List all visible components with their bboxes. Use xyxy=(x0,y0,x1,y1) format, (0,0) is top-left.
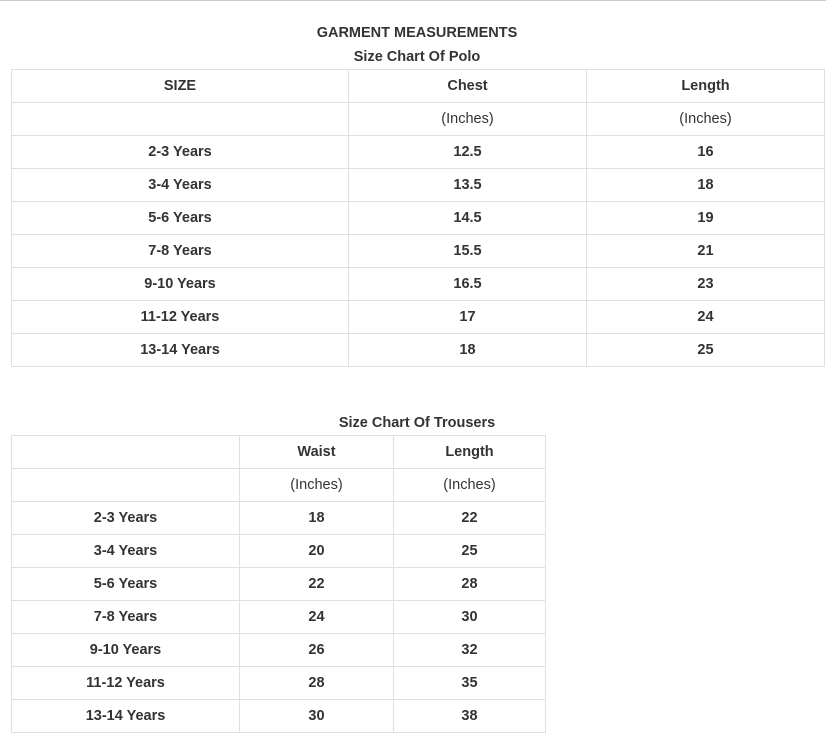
table-cell: 3-4 Years xyxy=(12,535,240,568)
column-header xyxy=(12,436,240,469)
table-cell: 17 xyxy=(349,301,587,334)
table-cell: 16.5 xyxy=(349,268,587,301)
table-row xyxy=(12,601,546,634)
table-row xyxy=(12,268,825,301)
table-cell: 25 xyxy=(394,535,546,568)
polo-size-table xyxy=(11,69,825,367)
table-cell: 20 xyxy=(240,535,394,568)
table-cell: 15.5 xyxy=(349,235,587,268)
table-cell: 38 xyxy=(394,700,546,733)
table-row xyxy=(12,700,546,733)
table-row xyxy=(12,634,546,667)
column-header: Length xyxy=(587,70,825,103)
table-cell: 18 xyxy=(349,334,587,367)
table-row xyxy=(12,301,825,334)
table-cell: 22 xyxy=(240,568,394,601)
table-cell: 5-6 Years xyxy=(12,202,349,235)
unit-cell: (Inches) xyxy=(349,103,587,136)
trousers-size-table xyxy=(11,435,546,733)
table-header-row xyxy=(12,70,825,103)
table-cell: 18 xyxy=(240,502,394,535)
table-cell: 32 xyxy=(394,634,546,667)
table-cell: 25 xyxy=(587,334,825,367)
table-row xyxy=(12,169,825,202)
table-cell: 2-3 Years xyxy=(12,502,240,535)
column-header: Waist xyxy=(240,436,394,469)
column-header: Length xyxy=(394,436,546,469)
table-cell: 14.5 xyxy=(349,202,587,235)
table-row xyxy=(12,568,546,601)
table-row xyxy=(12,235,825,268)
table-cell: 9-10 Years xyxy=(12,634,240,667)
page-title: GARMENT MEASUREMENTS xyxy=(316,25,518,41)
table-cell: 28 xyxy=(394,568,546,601)
table-cell: 35 xyxy=(394,667,546,700)
polo-table-body xyxy=(12,70,825,367)
table-unit-row xyxy=(12,469,546,502)
table-row xyxy=(12,535,546,568)
table-cell: 23 xyxy=(587,268,825,301)
table-cell: 18 xyxy=(587,169,825,202)
column-header: SIZE xyxy=(12,70,349,103)
table-header-row xyxy=(12,436,546,469)
unit-cell xyxy=(12,103,349,136)
table-cell: 11-12 Years xyxy=(12,301,349,334)
table-cell: 28 xyxy=(240,667,394,700)
unit-cell: (Inches) xyxy=(587,103,825,136)
table-row xyxy=(12,667,546,700)
table-cell: 13-14 Years xyxy=(12,700,240,733)
table-cell: 24 xyxy=(587,301,825,334)
table-cell: 21 xyxy=(587,235,825,268)
trousers-table-body xyxy=(12,436,546,733)
trousers-table-caption: Size Chart Of Trousers xyxy=(338,415,496,431)
table-cell: 16 xyxy=(587,136,825,169)
polo-table-caption: Size Chart Of Polo xyxy=(353,49,481,65)
table-cell: 30 xyxy=(394,601,546,634)
table-cell: 13.5 xyxy=(349,169,587,202)
table-cell: 26 xyxy=(240,634,394,667)
table-cell: 24 xyxy=(240,601,394,634)
unit-cell: (Inches) xyxy=(394,469,546,502)
table-row xyxy=(12,502,546,535)
table-row xyxy=(12,334,825,367)
table-cell: 3-4 Years xyxy=(12,169,349,202)
table-cell: 12.5 xyxy=(349,136,587,169)
unit-cell: (Inches) xyxy=(240,469,394,502)
table-cell: 30 xyxy=(240,700,394,733)
table-cell: 7-8 Years xyxy=(12,601,240,634)
top-divider xyxy=(0,0,826,1)
table-cell: 19 xyxy=(587,202,825,235)
table-cell: 5-6 Years xyxy=(12,568,240,601)
table-row xyxy=(12,136,825,169)
table-cell: 11-12 Years xyxy=(12,667,240,700)
unit-cell xyxy=(12,469,240,502)
table-unit-row xyxy=(12,103,825,136)
table-cell: 22 xyxy=(394,502,546,535)
table-cell: 9-10 Years xyxy=(12,268,349,301)
table-cell: 13-14 Years xyxy=(12,334,349,367)
column-header: Chest xyxy=(349,70,587,103)
table-cell: 2-3 Years xyxy=(12,136,349,169)
table-row xyxy=(12,202,825,235)
table-cell: 7-8 Years xyxy=(12,235,349,268)
